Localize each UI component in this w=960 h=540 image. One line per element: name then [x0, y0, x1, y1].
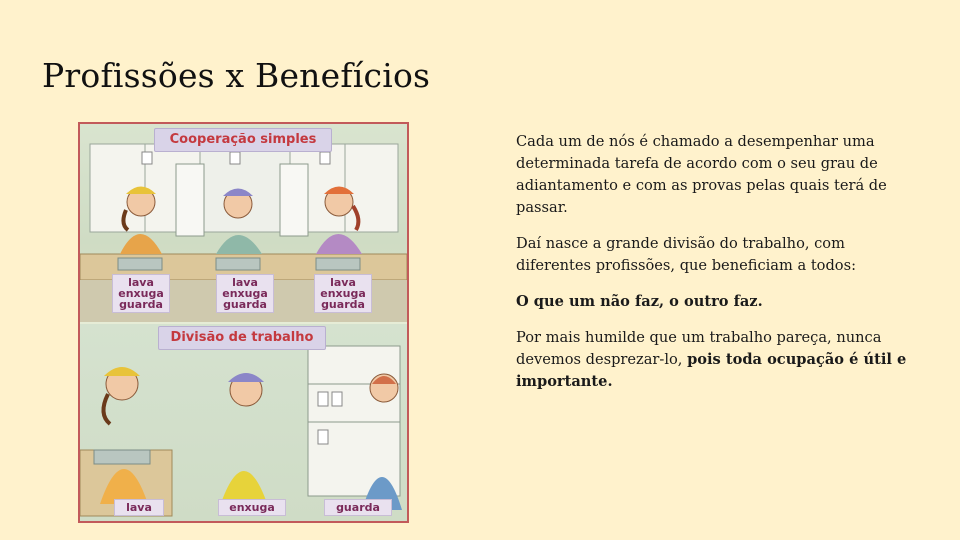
- cooperation-illustration: [78, 122, 409, 523]
- paragraph-2: Daí nasce a grande divisão do trabalho, com diferentes profissões, que beneficiam a todos:: [516, 235, 857, 274]
- simple-cooperation-banner: Cooperação simples: [154, 128, 332, 152]
- simple-cooperation-panel: [80, 124, 407, 322]
- paragraph-3: [516, 291, 916, 313]
- task-label-wash: lava: [114, 499, 164, 516]
- task-label-store: guarda: [324, 499, 392, 516]
- division-of-labor-banner: Divisão de trabalho: [158, 326, 326, 350]
- task-label-group-3: lava enxuga guarda: [314, 274, 372, 313]
- task-label-group-2: lava enxuga guarda: [216, 274, 274, 313]
- paragraph-1: Cada um de nós é chamado a desempenhar uma determinada tarefa de acordo com o seu grau de adiantamento e com as provas pelas quais terá de passar.: [516, 133, 887, 216]
- highlight-text: O que um não faz, o outro faz.: [516, 293, 763, 310]
- body-text: [516, 131, 916, 407]
- task-label-group-1: lava enxuga guarda: [112, 274, 170, 313]
- kitchen-scene-bottom: [80, 324, 407, 521]
- division-of-labor-panel: [80, 324, 407, 521]
- paragraph-4: [516, 327, 916, 393]
- paragraph-4-text: Por mais humilde que um trabalho pareça, nunca devemos desprezar-lo,: [516, 329, 882, 368]
- paragraph-4-emphasis: pois toda ocupação é útil e importante.: [516, 351, 907, 390]
- task-label-dry: enxuga: [218, 499, 286, 516]
- slide-title: Profissões x Benefícios: [42, 56, 431, 95]
